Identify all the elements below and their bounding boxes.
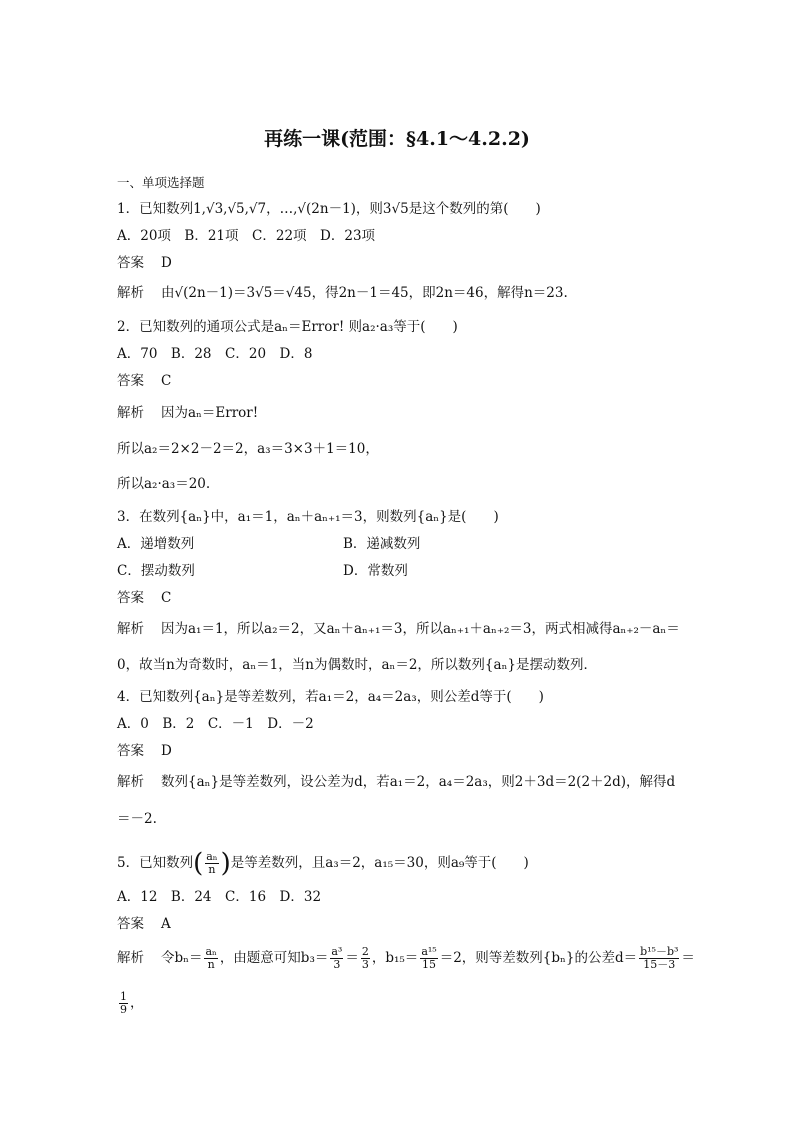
q2-analysis-line3: 所以a₂·a₃＝20. [117,476,211,492]
answer-label: 答案 [117,590,144,606]
answer-label: 答案 [117,255,144,271]
analysis-text: ＝ [681,950,695,966]
fraction [204,946,217,971]
analysis-label: 解析 [117,405,144,421]
analysis-text: 令bₙ＝ [161,950,203,966]
q3-analysis [117,620,680,638]
fraction-numerator: a¹⁵ [421,945,437,958]
q5-analysis: 解析 令bₙ＝ $\frac{\text{aₙ}}{n}$ ，由题意可知b₃＝ $\frac{\text{a³}}{3}$ ＝ $\frac{2}{3}$ ，b₁₅＝ $\frac{\text{a¹⁵}}{15}$ ＝2，则等差数列{bₙ}的公差d＝ $\frac{\text{b¹⁵－b³}}{15-3}$ ＝ [117,940,695,976]
analysis-text: ＝2，则等差数列{bₙ}的公差d＝ [439,950,638,966]
analysis-text: 数列{aₙ}是等差数列，设公差为d，若a₁＝2，a₄＝2a₃，则2＋3d＝2(2＋2d)，解得d [161,774,676,790]
analysis-label: 解析 [117,950,144,966]
fraction [361,946,370,971]
q5-options: A．12 B．24 C．16 D．32 [117,889,322,905]
answer-label: 答案 [117,916,144,932]
q4-answer [117,742,172,760]
fraction-denominator: 3 [361,958,369,971]
q5-stem-pre: 5．已知数列 [117,855,194,871]
fraction-numerator: 2 [361,945,369,958]
fraction [639,946,679,971]
fraction [420,946,437,971]
q2-analysis [117,404,258,422]
q3-analysis-line2: 0，故当n为奇数时，aₙ＝1，当n为偶数时，aₙ＝2，所以数列{aₙ}是摆动数列． [117,657,598,673]
q3-stem: 3．在数列{aₙ}中，a₁＝1，aₙ＋aₙ₊₁＝3，则数列{aₙ}是( ) [117,509,499,525]
q5-stem-post: 是等差数列，且a₃＝2，a₁₅＝30，则a₉等于( ) [230,855,529,871]
analysis-text: ， [130,995,144,1011]
analysis-text: 由√(2n－1)＝3√5＝√45，得2n－1＝45，即2n＝46，解得n＝23. [161,285,568,301]
q5-analysis-result [117,988,144,1018]
q3-option-d: D．常数列 [343,563,408,579]
q5-fraction [205,851,218,876]
fraction-denominator: 15－3 [643,958,676,971]
analysis-text: ，由题意可知b₃＝ [219,950,329,966]
q1-options: A．20项 B．21项 C．22项 D．23项 [117,228,376,244]
left-brace: ( [193,848,204,879]
fraction-denominator: 15 [422,958,436,971]
answer-label: 答案 [117,373,144,389]
fraction-denominator: n [207,958,215,971]
q5-stem [117,848,529,878]
answer-value: D [161,255,172,271]
fraction-numerator: a³ [331,945,343,958]
fraction-denominator: 9 [120,1003,127,1016]
q3-option-a: A．递增数列 [117,536,195,552]
q3-option-b: B．递减数列 [343,536,421,552]
analysis-label: 解析 [117,621,144,637]
q1-analysis [117,284,568,302]
fraction-denominator: n [208,863,216,876]
answer-value: D [161,743,172,759]
page-title: 再练一课(范围：§4.1～4.2.2) [264,128,530,150]
analysis-label: 解析 [117,774,144,790]
answer-label: 答案 [117,743,144,759]
q2-options: A．70 B．28 C．20 D．8 [117,346,313,362]
fraction-numerator: aₙ [205,945,217,958]
analysis-text: ，b₁₅＝ [371,950,419,966]
answer-value: C [161,373,172,389]
q2-stem: 2．已知数列的通项公式是aₙ＝Error! 则a₂·a₃等于( ) [117,319,458,335]
fraction-numerator: aₙ [206,850,218,863]
q2-answer [117,372,171,390]
answer-value: C [161,590,172,606]
q4-analysis [117,773,675,791]
fraction [330,946,343,971]
q4-stem: 4．已知数列{aₙ}是等差数列，若a₁＝2，a₄＝2a₃，则公差d等于( ) [117,689,544,705]
analysis-text: 因为a₁＝1，所以a₂＝2，又aₙ＋aₙ₊₁＝3，所以aₙ₊₁＋aₙ₊₂＝3，两式相减得aₙ₊₂－aₙ＝ [161,621,680,637]
q2-analysis-line2: 所以a₂＝2×2－2＝2，a₃＝3×3＋1＝10， [117,441,379,457]
result-fraction [119,991,128,1016]
fraction-denominator: 3 [333,958,341,971]
answer-value: A [161,916,171,932]
fraction-numerator: b¹⁵－b³ [640,945,679,958]
fraction-numerator: 1 [120,990,127,1003]
q1-stem: 1．已知数列1,√3,√5,√7，…,√(2n－1)，则3√5是这个数列的第( ) [117,201,541,217]
analysis-label: 解析 [117,285,144,301]
section-heading: 一、单项选择题 [117,175,205,190]
q3-answer [117,589,171,607]
q3-option-c: C．摆动数列 [117,563,195,579]
q4-options: A．0 B．2 C．－1 D．－2 [117,716,314,732]
right-brace: ) [220,848,231,879]
q1-answer [117,254,172,272]
q4-analysis-line2: ＝－2. [117,811,157,827]
q5-answer [117,915,171,933]
analysis-text: 因为aₙ＝Error! [161,405,259,421]
